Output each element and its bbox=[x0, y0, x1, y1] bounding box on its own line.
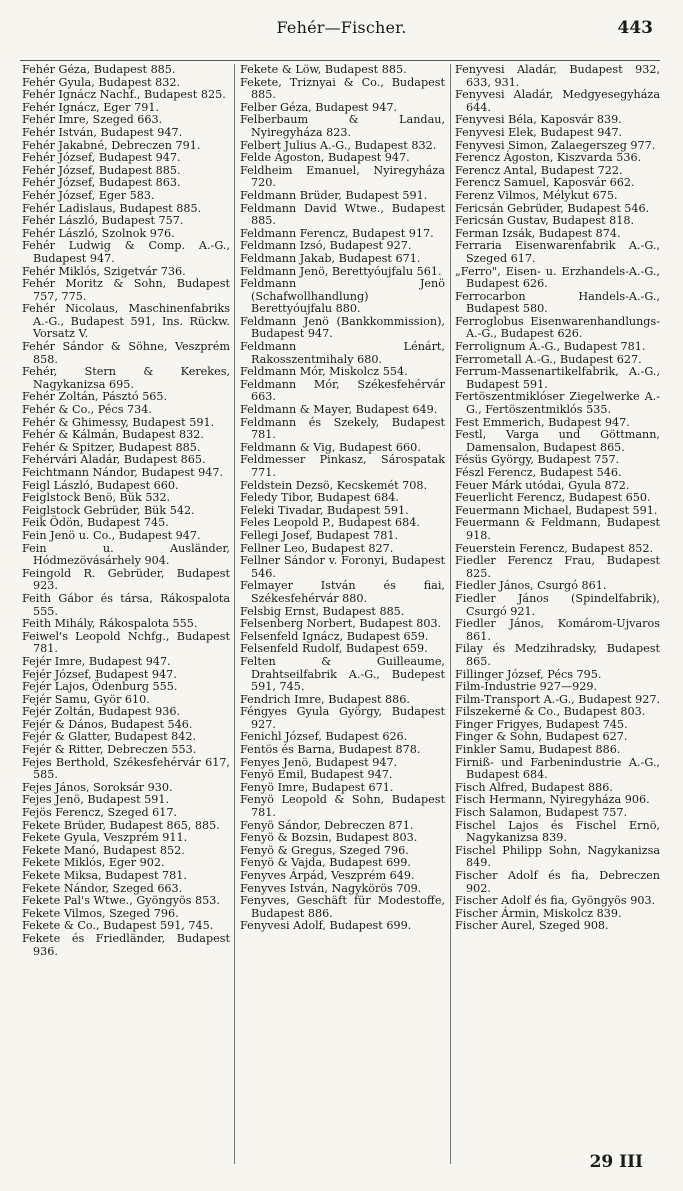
directory-entry: Fischer Adolf és fia, Gyöngyös 903. bbox=[455, 894, 656, 908]
directory-entry: Fertöszentmiklóser Ziegelwerke A.-G., Fertöszentmiklós 535. bbox=[455, 390, 660, 417]
directory-entry: Feldstein Dezsö, Kecskemét 708. bbox=[240, 478, 428, 492]
directory-entry: Feles Leopold P., Budapest 684. bbox=[240, 516, 420, 530]
directory-entry: Fejér Samu, Györ 610. bbox=[22, 692, 150, 706]
directory-entry: Fehérvári Aladár, Budapest 865. bbox=[22, 453, 206, 467]
directory-entry: Felbert Julius A.-G., Budapest 832. bbox=[240, 138, 437, 152]
directory-entry: Fejér Imre, Budapest 947. bbox=[22, 654, 171, 668]
directory-entry: Fenyvesi Simon, Zalaegerszeg 977. bbox=[455, 138, 656, 152]
directory-entry: Fehér László, Budapest 757. bbox=[22, 214, 184, 228]
directory-entry: Fészl Ferencz, Budapest 546. bbox=[455, 466, 622, 479]
directory-entry: Ferencz Ágoston, Kiszvarda 536. bbox=[455, 151, 642, 165]
directory-entry: Felten & Guilleaume, Drahtseilfabrik A.-G., Budepest 591, 745. bbox=[240, 654, 445, 694]
directory-entry: Feuermann Michael, Budapest 591. bbox=[455, 503, 658, 517]
directory-entry: Feldmann Jenö (Bankkommission), Budapest 947. bbox=[240, 314, 445, 341]
directory-entry: Ferenz Vilmos, Mélykut 675. bbox=[455, 188, 618, 202]
directory-entry: Fehér & Kálmán, Budapest 832. bbox=[22, 428, 204, 442]
directory-entry: Fein Jenö u. Co., Budapest 947. bbox=[22, 528, 201, 542]
directory-entry: Feuerlicht Ferencz, Budapest 650. bbox=[455, 491, 651, 505]
directory-entry: Fekete Pal's Wtwe., Gyöngyös 853. bbox=[22, 894, 220, 908]
directory-entry: Fehér Gyula, Budapest 832. bbox=[22, 75, 181, 89]
directory-entry: Fellegi Josef, Budapest 781. bbox=[240, 528, 399, 542]
directory-entry: Fehér Ignácz, Eger 791. bbox=[22, 100, 159, 114]
directory-entry: Fiedler Ferencz Frau, Budapest 825. bbox=[455, 554, 660, 580]
directory-entry: Fenyvesi Elek, Budapest 947. bbox=[455, 125, 623, 139]
directory-entry: Feldmann David Wtwe., Budapest 885. bbox=[240, 201, 445, 228]
directory-entry: Fentös és Barna, Budapest 878. bbox=[240, 743, 421, 757]
running-title: Fehér—Fischer. bbox=[276, 18, 407, 37]
directory-entry: Feldmann Jakab, Budapest 671. bbox=[240, 251, 421, 265]
directory-entry: Fehér József, Eger 583. bbox=[22, 188, 155, 202]
directory-entry: Feldmann & Mayer, Budapest 649. bbox=[240, 403, 438, 417]
directory-entry: Fischer Adolf és fia, Debreczen 902. bbox=[455, 869, 660, 895]
directory-entry: Fest Emmerich, Budapest 947. bbox=[455, 415, 630, 429]
directory-entry: Fekete Miklós, Eger 902. bbox=[22, 856, 165, 870]
column-3 bbox=[455, 64, 660, 1164]
directory-entry: Fenyves, Geschäft für Modestoffe, Budapest 886. bbox=[240, 894, 445, 920]
directory-entry: Feldmann Lénárt, Rakosszentmihaly 680. bbox=[240, 340, 445, 366]
directory-entry: Feichtmann Nándor, Budapest 947. bbox=[22, 466, 224, 479]
directory-entry: Feldmann Mór, Miskolcz 554. bbox=[240, 365, 408, 379]
page-header bbox=[0, 14, 683, 44]
directory-entry: Fejér Zoltán, Budapest 936. bbox=[22, 705, 181, 719]
directory-entry: Fenichl József, Budapest 626. bbox=[240, 730, 408, 744]
directory-entry: Fenyves István, Nagykörös 709. bbox=[240, 881, 422, 895]
directory-entry: Fenyvesi Adolf, Budapest 699. bbox=[240, 919, 412, 933]
signature-mark: 29 III bbox=[589, 1152, 643, 1172]
directory-entry: Fésüs György, Budapest 757. bbox=[455, 453, 620, 467]
directory-entry: Fejér Lajos, Ödenburg 555. bbox=[22, 680, 178, 694]
directory-entry: Feldmann Jenö (Schafwollhandlung) Berettyóujfalu 880. bbox=[240, 277, 445, 316]
directory-entry: Felmayer István és fiai, Székesfehérvár 880. bbox=[240, 579, 445, 605]
directory-entry: Fenyö Leopold & Sohn, Budapest 781. bbox=[240, 793, 445, 820]
directory-entry: Feldmann Mór, Székesfehérvár 663. bbox=[240, 377, 445, 404]
directory-entry: Fisch Salamon, Budapest 757. bbox=[455, 806, 628, 820]
directory-entry: Fiedler János (Spindelfabrik), Csurgó 921. bbox=[455, 591, 660, 618]
directory-entry: Fiedler János, Csurgó 861. bbox=[455, 579, 607, 593]
directory-entry: Filay és Medzihradsky, Budapest 865. bbox=[455, 642, 660, 668]
directory-entry: Fenyvesi Béla, Kaposvár 839. bbox=[455, 113, 622, 127]
directory-entry: Fekete & Co., Budapest 591, 745. bbox=[22, 919, 214, 933]
directory-entry: Fehér, Stern & Kerekes, Nagykanizsa 695. bbox=[22, 365, 230, 391]
directory-entry: Fischer Ármin, Miskolcz 839. bbox=[455, 906, 622, 920]
directory-entry: Fehér Sándor & Söhne, Veszprém 858. bbox=[22, 340, 230, 366]
directory-entry: Felsenfeld Rudolf, Budapest 659. bbox=[240, 642, 428, 656]
directory-entry: Fehér & Co., Pécs 734. bbox=[22, 403, 152, 417]
directory-entry: Fenyö & Vajda, Budapest 699. bbox=[240, 856, 411, 870]
directory-entry: Feldmann Brüder, Budapest 591. bbox=[240, 188, 428, 202]
directory-entry: Fehér Jakabné, Debreczen 791. bbox=[22, 138, 201, 152]
directory-entry: Feigl László, Budapest 660. bbox=[22, 478, 179, 492]
directory-entry: Ferrum-Massenartikelfabrik, A.-G., Budapest 591. bbox=[455, 365, 660, 391]
directory-entry: Fehér József, Budapest 863. bbox=[22, 176, 181, 190]
directory-entry: Feiglstock Gebrüder, Bük 542. bbox=[22, 503, 195, 517]
directory-entry: Fiedler János, Komárom-Ujvaros 861. bbox=[455, 617, 660, 643]
directory-entry: Fehér Ladislaus, Budapest 885. bbox=[22, 201, 202, 215]
directory-entry: Fehér József, Budapest 947. bbox=[22, 151, 181, 165]
directory-entry: Fehér & Ghimessy, Budapest 591. bbox=[22, 415, 215, 429]
directory-entry: Ferencz Samuel, Kaposvár 662. bbox=[455, 176, 635, 190]
directory-entry: Feuermann & Feldmann, Budapest 918. bbox=[455, 516, 660, 542]
directory-entry: Fehér Zoltán, Pásztó 565. bbox=[22, 390, 168, 404]
directory-entry: Fenyvesi Aladár, Budapest 932, 633, 931. bbox=[455, 64, 660, 89]
directory-entry: Fein u. Ausländer, Hódmezövásárhely 904. bbox=[22, 541, 230, 568]
directory-entry: Feik Ödön, Budapest 745. bbox=[22, 516, 169, 530]
directory-entry: Filszekerné & Co., Budapest 803. bbox=[455, 705, 646, 719]
directory-entry: Fenyö Imre, Budapest 671. bbox=[240, 780, 394, 794]
directory-entry: Fenyvesi Aladár, Medgyesegyháza 644. bbox=[455, 88, 660, 114]
directory-entry: Felsbig Ernst, Budapest 885. bbox=[240, 604, 405, 618]
directory-entry: Feith Mihály, Rákospalota 555. bbox=[22, 617, 198, 631]
directory-entry: Feuer Márk utódai, Gyula 872. bbox=[455, 478, 630, 492]
directory-entry: Fericsán Gebrüder, Budapest 546. bbox=[455, 201, 650, 215]
directory-entry: Fejér & Ritter, Debreczen 553. bbox=[22, 743, 197, 757]
directory-entry: Felsenberg Norbert, Budapest 803. bbox=[240, 617, 442, 631]
directory-entry: Firniß- und Farbenindustrie A.-G., Budapest 684. bbox=[455, 755, 660, 782]
directory-entry: Fischel Lajos és Fischel Ernö, Nagykanizsa 839. bbox=[455, 818, 660, 845]
directory-entry: Feuerstein Ferencz, Budapest 852. bbox=[455, 541, 654, 555]
directory-entry: Feldheim Emanuel, Nyiregyháza 720. bbox=[240, 163, 445, 190]
directory-entry: Fehér Imre, Szeged 663. bbox=[22, 113, 163, 127]
directory-entry: Fehér József, Budapest 885. bbox=[22, 163, 181, 177]
directory-entry: Fehér Miklós, Szigetvár 736. bbox=[22, 264, 186, 278]
directory-entry: Fisch Alfred, Budapest 886. bbox=[455, 780, 613, 794]
directory-entry: Fericsán Gustav, Budapest 818. bbox=[455, 214, 635, 228]
directory-entry: Fehér Ludwig & Comp. A.-G., Budapest 947. bbox=[22, 239, 230, 265]
page-number: 443 bbox=[617, 18, 653, 38]
directory-entry: Feiwel's Leopold Nchfg., Budapest 781. bbox=[22, 629, 230, 656]
directory-entry: Felsenfeld Ignácz, Budapest 659. bbox=[240, 629, 429, 643]
directory-entry: Fekete Miksa, Budapest 781. bbox=[22, 869, 187, 882]
directory-entry: Felde Ágoston, Budapest 947. bbox=[240, 151, 410, 165]
directory-entry: Fejös Ferencz, Szeged 617. bbox=[22, 806, 178, 820]
directory-entry: Fehér István, Budapest 947. bbox=[22, 125, 183, 139]
column-divider bbox=[234, 64, 235, 1164]
directory-entry: Finkler Samu, Budapest 886. bbox=[455, 743, 621, 757]
directory-entry: Fehér & Spitzer, Budapest 885. bbox=[22, 440, 201, 454]
directory-entry: Fekete Gyula, Veszprém 911. bbox=[22, 831, 188, 845]
directory-entry: „Ferro", Eisen- u. Erzhandels-A.-G., Budapest 626. bbox=[455, 264, 660, 291]
directory-entry: Feledy Tibor, Budapest 684. bbox=[240, 491, 399, 505]
directory-entry: Ferrolignum A.-G., Budapest 781. bbox=[455, 340, 646, 354]
directory-entry: Fekete & Löw, Budapest 885. bbox=[240, 64, 407, 76]
directory-entry: Fehér László, Szolnok 976. bbox=[22, 226, 175, 240]
directory-entry: Feldmann és Szekely, Budapest 781. bbox=[240, 415, 445, 442]
directory-entry: Fejes János, Soroksár 930. bbox=[22, 780, 173, 794]
directory-entry: Fendrich Imre, Budapest 886. bbox=[240, 692, 410, 706]
directory-entry: Fejes Jenö, Budapest 591. bbox=[22, 793, 170, 807]
directory-entry: Fenyö Emil, Budapest 947. bbox=[240, 768, 393, 782]
directory-entry: Fejér József, Budapest 947. bbox=[22, 667, 177, 681]
directory-entry: Film-Industrie 927—929. bbox=[455, 680, 598, 694]
directory-entry: Fischel Philipp Sohn, Nagykanizsa 849. bbox=[455, 843, 660, 870]
directory-entry: Fekete Brüder, Budapest 865, 885. bbox=[22, 818, 220, 832]
directory-entry: Fehér Ignácz Nachf., Budapest 825. bbox=[22, 88, 226, 102]
directory-entry: Ferman Izsák, Budapest 874. bbox=[455, 226, 621, 240]
column-divider bbox=[450, 64, 451, 1164]
directory-entry: Fischer Aurel, Szeged 908. bbox=[455, 919, 609, 933]
directory-entry: Fejér & Dános, Budapest 546. bbox=[22, 717, 193, 731]
directory-entry: Feldmann Jenö, Berettyóujfalu 561. bbox=[240, 264, 442, 278]
directory-entry: Felber Géza, Budapest 947. bbox=[240, 100, 398, 114]
directory-entry: Fekete Nándor, Szeged 663. bbox=[22, 881, 183, 895]
directory-entry: Fekete Vilmos, Szeged 796. bbox=[22, 906, 179, 920]
directory-entry: Fekete Manó, Budapest 852. bbox=[22, 843, 185, 857]
directory-entry: Feingold R. Gebrüder, Budapest 923. bbox=[22, 566, 230, 593]
directory-entry: Ferroglobus Eisenwarenhandlungs-A.-G., Budapest 626. bbox=[455, 314, 660, 341]
directory-entry: Fejes Berthold, Székesfehérvár 617, 585. bbox=[22, 755, 230, 782]
directory-entry: Fenyves Árpád, Veszprém 649. bbox=[240, 869, 415, 882]
directory-entry: Feldmann & Vig, Budapest 660. bbox=[240, 440, 421, 454]
directory-entry: Ferraria Eisenwarenfabrik A.-G., Szeged 617. bbox=[455, 239, 660, 265]
directory-entry: Fehér Géza, Budapest 885. bbox=[22, 64, 176, 76]
directory-entry: Fejér & Glatter, Budapest 842. bbox=[22, 730, 197, 744]
directory-entry: Fekete és Friedländer, Budapest 936. bbox=[22, 931, 230, 958]
directory-entry: Fehér Nicolaus, Maschinenfabriks A.-G., Budapest 591, Ins. Rückw. Vorsatz V. bbox=[22, 302, 230, 341]
directory-entry: Fehér Moritz & Sohn, Budapest 757, 775. bbox=[22, 277, 230, 303]
directory-entry: Film-Transport A.-G., Budapest 927. bbox=[455, 692, 660, 706]
directory-entry: Felberbaum & Landau, Nyiregyháza 823. bbox=[240, 113, 445, 139]
directory-entry: Festl, Varga und Göttmann, Damensalon, Budapest 865. bbox=[455, 428, 660, 454]
directory-entry: Ferrometall A.-G., Budapest 627. bbox=[455, 352, 642, 366]
directory-entry: Feleki Tivadar, Budapest 591. bbox=[240, 503, 409, 517]
directory-entry: Fekete, Triznyai & Co., Budapest 885. bbox=[240, 75, 445, 102]
directory-entry: Feiglstock Benö, Bük 532. bbox=[22, 491, 171, 505]
directory-entry: Finger & Sohn, Budapest 627. bbox=[455, 730, 628, 744]
directory-entry: Féngyes Gyula György, Budapest 927. bbox=[240, 705, 445, 731]
header-rule bbox=[20, 60, 660, 61]
directory-entry: Fenyö & Bozsin, Budapest 803. bbox=[240, 831, 418, 845]
directory-entry: Feldmesser Pinkasz, Sárospatak 771. bbox=[240, 453, 445, 479]
directory-entry: Fisch Hermann, Nyiregyháza 906. bbox=[455, 793, 650, 807]
directory-entry: Fenyö & Gregus, Szeged 796. bbox=[240, 843, 409, 857]
column-1 bbox=[22, 64, 230, 1164]
directory-entry: Fellner Sándor v. Foronyi, Budapest 546. bbox=[240, 554, 445, 580]
column-2 bbox=[240, 64, 445, 1164]
directory-entry: Fenyö Sándor, Debreczen 871. bbox=[240, 818, 414, 832]
directory-entry: Ferrocarbon Handels-A.-G., Budapest 580. bbox=[455, 289, 660, 316]
directory-entry: Fillinger József, Pécs 795. bbox=[455, 667, 602, 681]
directory-entry: Fellner Leo, Budapest 827. bbox=[240, 541, 394, 555]
directory-entry: Feldmann Izsó, Budapest 927. bbox=[240, 239, 412, 253]
directory-entry: Ferencz Antal, Budapest 722. bbox=[455, 163, 623, 177]
directory-entry: Feldmann Ferencz, Budapest 917. bbox=[240, 226, 434, 240]
directory-entry: Fenyes Jenö, Budapest 947. bbox=[240, 755, 398, 769]
directory-entry: Finger Frigyes, Budapest 745. bbox=[455, 717, 628, 731]
directory-entry: Feith Gábor és társa, Rákospalota 555. bbox=[22, 591, 230, 618]
